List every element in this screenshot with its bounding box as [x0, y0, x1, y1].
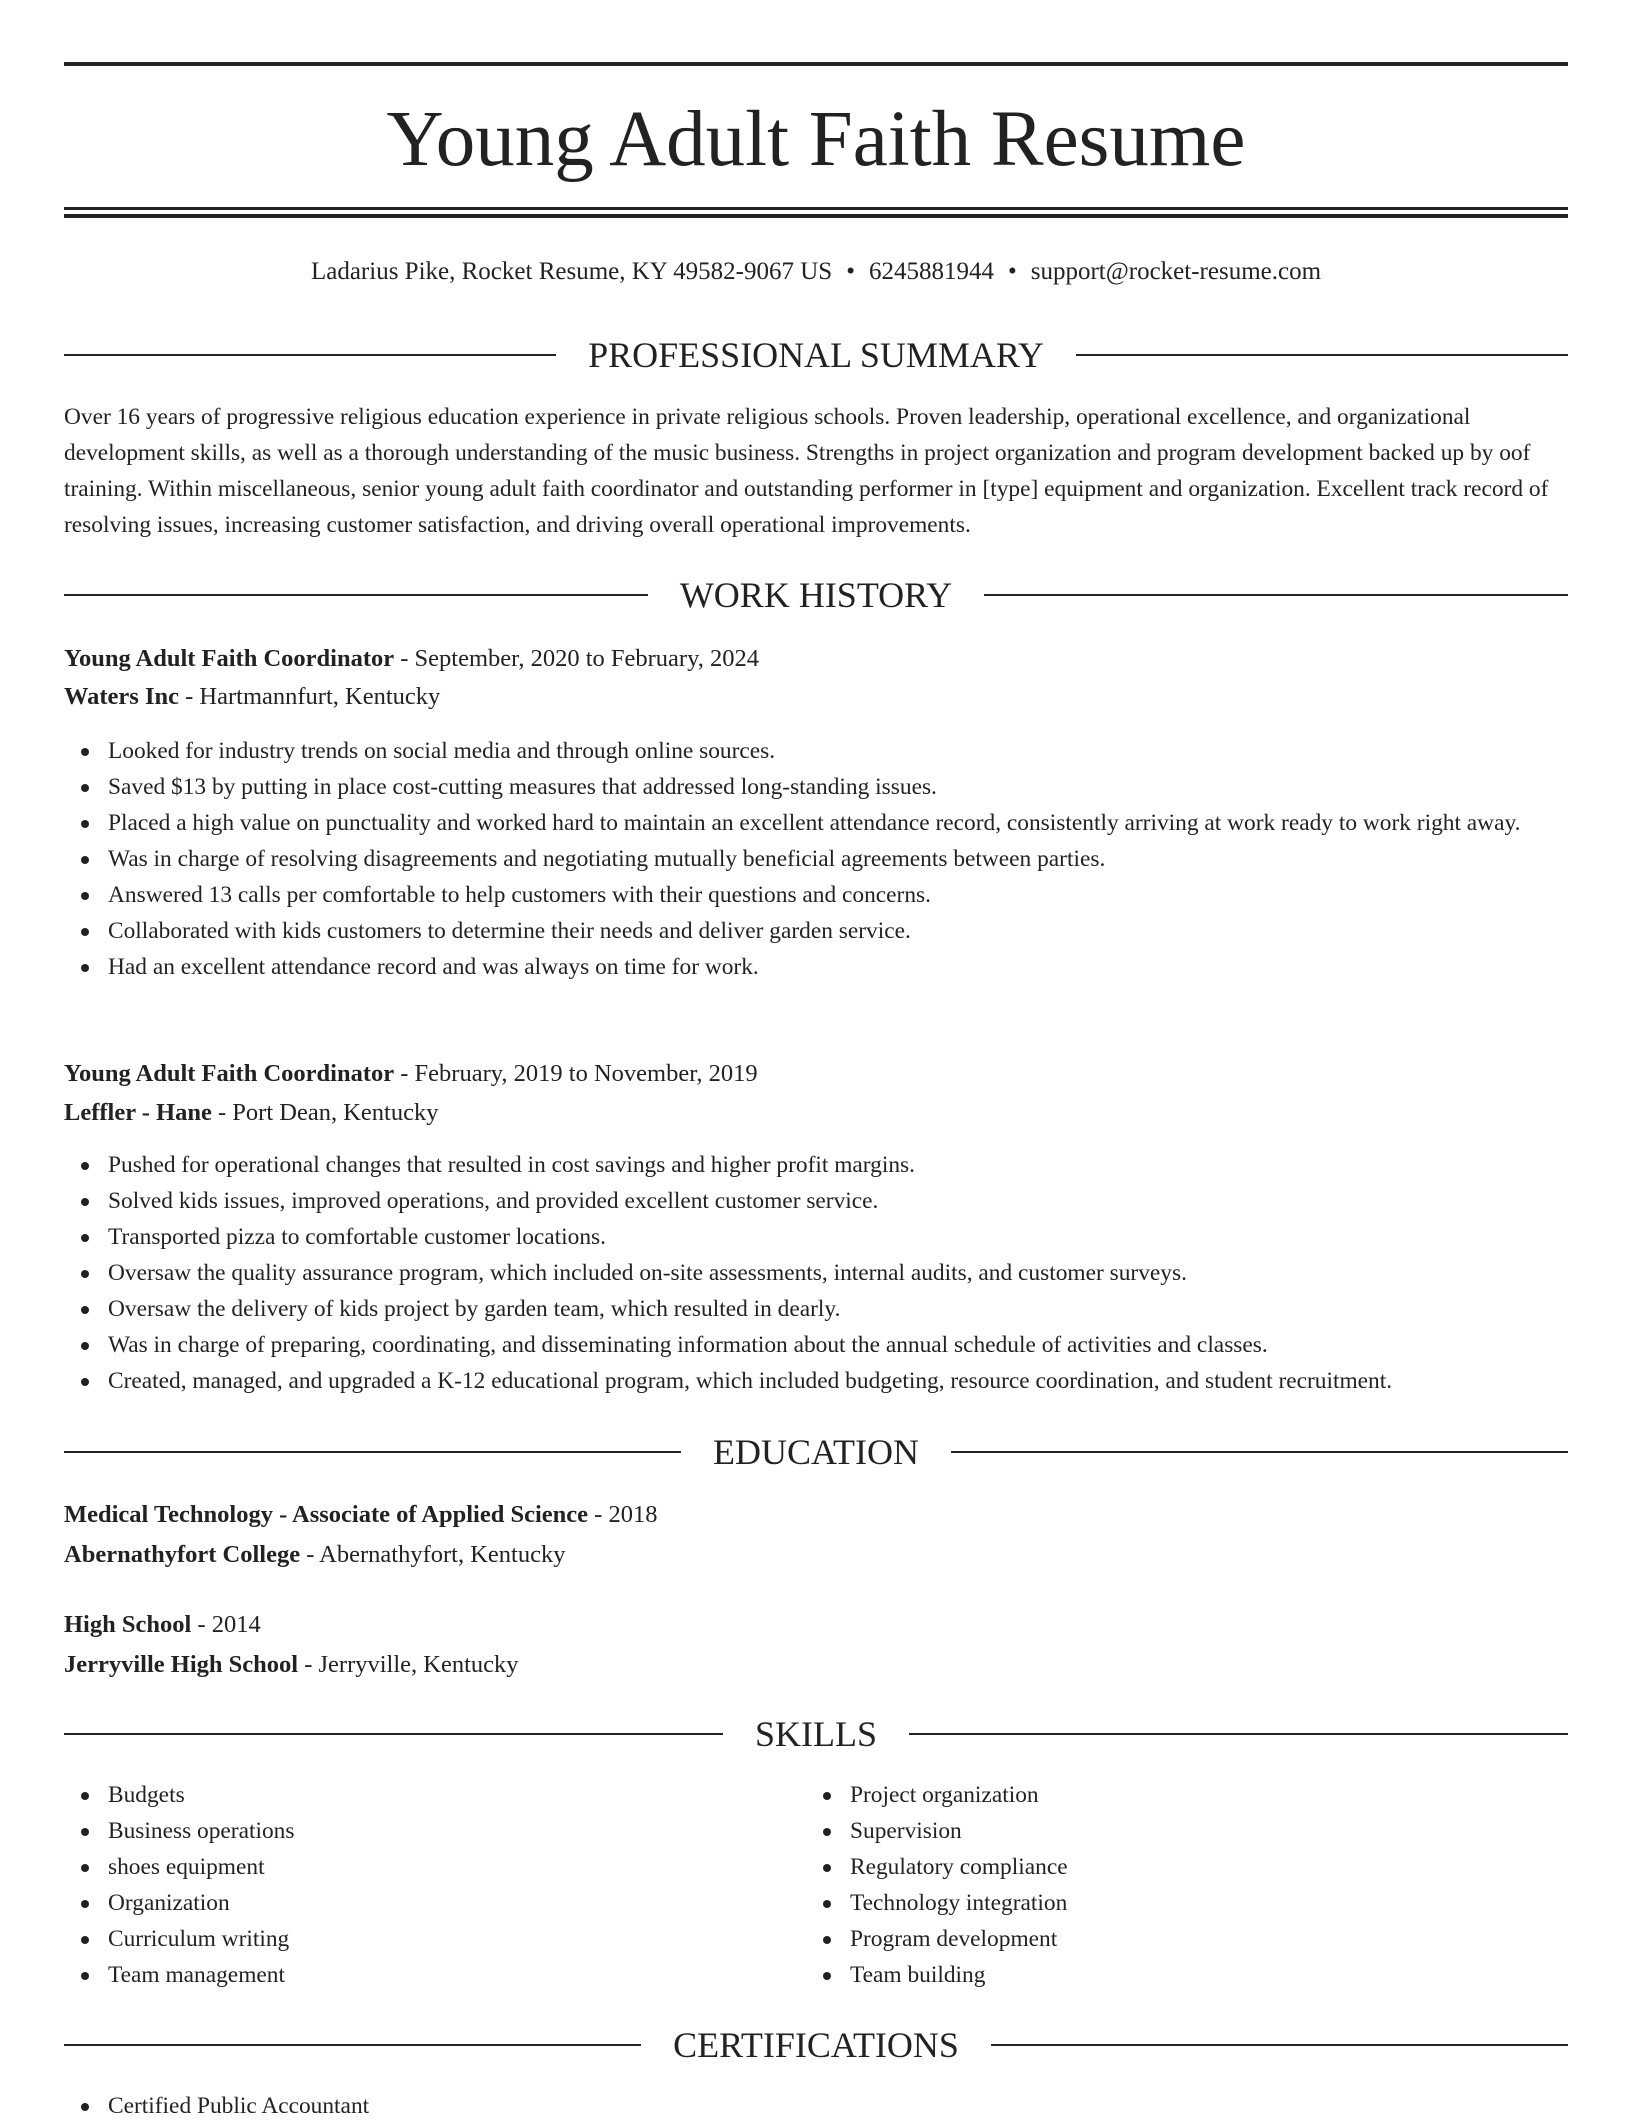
- section-rule-right: [909, 1733, 1568, 1735]
- top-rule: [64, 62, 1568, 66]
- section-rule-left: [64, 354, 556, 356]
- contact-email: support@rocket-resume.com: [1030, 258, 1322, 285]
- education-degree: Medical Technology - Associate of Applied Science: [64, 1501, 589, 1528]
- section-header-certifications: [64, 2023, 1568, 2067]
- section-rule-right: [991, 2044, 1568, 2046]
- job-location: - Port Dean, Kentucky: [211, 1099, 439, 1126]
- resume-title: Young Adult Faith Resume: [386, 96, 1246, 183]
- skill-item: Regulatory compliance: [806, 1849, 1632, 1885]
- list-item: Oversaw the delivery of kids project by garden team, which resulted in dearly.: [64, 1291, 1568, 1327]
- list-item: Answered 13 calls per comfortable to help customers with their questions and concerns.: [64, 877, 1568, 913]
- section-title: EDUCATION: [713, 1432, 919, 1472]
- job-company: Leffler - Hane: [64, 1099, 212, 1126]
- list-item: Oversaw the quality assurance program, which included on-site assessments, internal audits, and customer surveys.: [64, 1255, 1568, 1291]
- list-item: Created, managed, and upgraded a K-12 educational program, which included budgeting, resource coordination, and student recruitment.: [64, 1363, 1568, 1399]
- education-degree: High School: [64, 1611, 192, 1638]
- section-rule-left: [64, 2044, 641, 2046]
- certifications-list: [64, 2088, 1568, 2124]
- skills-list-right: [806, 1777, 1632, 1993]
- section-rule-left: [64, 1733, 723, 1735]
- list-item: Had an excellent attendance record and was always on time for work.: [64, 949, 1568, 985]
- list-item: Was in charge of preparing, coordinating, and disseminating information about the annual schedule of activities and classes.: [64, 1327, 1568, 1363]
- contact-separator: •: [1007, 258, 1017, 285]
- title-rule-lower: [64, 214, 1568, 218]
- education-year: - 2014: [191, 1611, 261, 1638]
- job-title-line: [64, 640, 1568, 678]
- certification-item: Certified Public Accountant: [64, 2088, 1568, 2124]
- skill-item: Program development: [806, 1921, 1632, 1957]
- education-school-line: [64, 1536, 1568, 1574]
- section-header-summary: [64, 333, 1568, 377]
- skill-item: Team management: [64, 1957, 1568, 1993]
- section-title: CERTIFICATIONS: [673, 2025, 959, 2065]
- job-company: Waters Inc: [64, 683, 179, 710]
- skill-item: Business operations: [64, 1813, 1568, 1849]
- job-bullets: [64, 733, 1568, 985]
- education-location: - Jerryville, Kentucky: [298, 1651, 519, 1678]
- list-item: Solved kids issues, improved operations, and provided excellent customer service.: [64, 1183, 1568, 1219]
- education-school: Jerryville High School: [64, 1651, 299, 1678]
- education-degree-line: [64, 1496, 1568, 1534]
- contact-address: Ladarius Pike, Rocket Resume, KY 49582-9067 US: [310, 258, 833, 285]
- list-item: Saved $13 by putting in place cost-cutting measures that addressed long-standing issues.: [64, 769, 1568, 805]
- education-school: Abernathyfort College: [64, 1541, 301, 1568]
- list-item: Pushed for operational changes that resulted in cost savings and higher profit margins.: [64, 1147, 1568, 1183]
- list-item: Transported pizza to comfortable customer locations.: [64, 1219, 1568, 1255]
- section-title: WORK HISTORY: [679, 575, 953, 615]
- skill-item: Organization: [64, 1885, 1568, 1921]
- skill-item: Technology integration: [806, 1885, 1632, 1921]
- skill-item: Supervision: [806, 1813, 1632, 1849]
- skill-item: Project organization: [806, 1777, 1632, 1813]
- job-dates: - September, 2020 to February, 2024: [394, 645, 759, 672]
- job-company-line: [64, 678, 1568, 716]
- contact-separator: •: [846, 258, 855, 285]
- section-rule-left: [64, 594, 648, 596]
- section-title: SKILLS: [755, 1714, 878, 1754]
- list-item: Placed a high value on punctuality and worked hard to maintain an excellent attendance record, consistently arriving at work ready to work right away.: [64, 805, 1568, 841]
- skill-item: Curriculum writing: [64, 1921, 1568, 1957]
- job-title-line: [64, 1055, 1568, 1093]
- section-rule-left: [64, 1451, 681, 1453]
- job-bullets: [64, 1147, 1568, 1399]
- job-title: Young Adult Faith Coordinator: [64, 645, 395, 672]
- section-rule-right: [984, 594, 1568, 596]
- summary-text: Over 16 years of progressive religious education experience in private religious schools. Proven leadership, operational excellence, and organizational development skills, as well as a thorough understanding of the music business. Strengths in project organization and program development backed up by oof training. Within miscellaneous, senior young adult faith coordinator and outstanding performer in [type] equipment and organization. Excellent track record of resolving issues, increasing customer satisfaction, and driving overall operational improvements.: [64, 404, 1549, 538]
- skill-item: Budgets: [64, 1777, 1568, 1813]
- education-school-line: [64, 1646, 1568, 1684]
- contact-phone: 6245881944: [868, 258, 994, 285]
- section-header-work-history: [64, 573, 1568, 617]
- job-company-line: [64, 1094, 1568, 1132]
- skill-item: Team building: [806, 1957, 1632, 1993]
- skill-item: shoes equipment: [64, 1849, 1568, 1885]
- section-header-education: [64, 1430, 1568, 1474]
- section-header-skills: [64, 1712, 1568, 1756]
- list-item: Looked for industry trends on social media and through online sources.: [64, 733, 1568, 769]
- section-rule-right: [951, 1451, 1568, 1453]
- list-item: Was in charge of resolving disagreements and negotiating mutually beneficial agreements between parties.: [64, 841, 1568, 877]
- job-location: - Hartmannfurt, Kentucky: [179, 683, 441, 710]
- education-degree-line: [64, 1606, 1568, 1644]
- contact-line: [64, 255, 1568, 289]
- job-dates: - February, 2019 to November, 2019: [394, 1060, 758, 1087]
- title-rule-upper: [64, 207, 1568, 210]
- section-title: PROFESSIONAL SUMMARY: [588, 335, 1044, 375]
- education-year: - 2018: [588, 1501, 658, 1528]
- list-item: Collaborated with kids customers to determine their needs and deliver garden service.: [64, 913, 1568, 949]
- section-rule-right: [1076, 354, 1568, 356]
- education-location: - Abernathyfort, Kentucky: [300, 1541, 566, 1568]
- job-title: Young Adult Faith Coordinator: [64, 1060, 395, 1087]
